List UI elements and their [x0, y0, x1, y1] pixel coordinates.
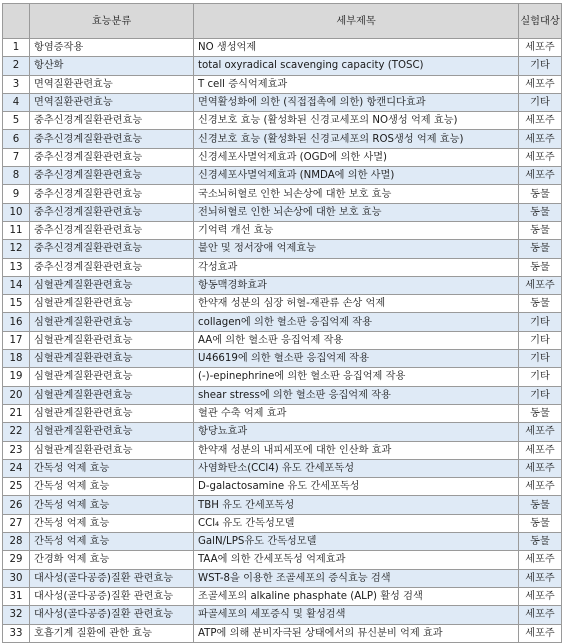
- row-target: 기타: [519, 331, 562, 349]
- row-category: 중추신경계질환관련효능: [30, 221, 194, 239]
- row-category: 간독성 억제 효능: [30, 459, 194, 477]
- table-row: [3, 112, 562, 130]
- row-title: D-galactosamine 유도 간세포독성: [194, 478, 519, 496]
- row-category: 심혈관계질환관련효능: [30, 386, 194, 404]
- table-row: [3, 130, 562, 148]
- row-number: 23: [3, 441, 30, 459]
- row-title: 파골세포의 세포증식 및 활성검색: [194, 606, 519, 624]
- table-row: [3, 276, 562, 294]
- row-title: 면역활성화에 의한 (직접접촉에 의한) 항캔디다효과: [194, 93, 519, 111]
- row-number: 6: [3, 130, 30, 148]
- row-category: 심혈관계질환관련효능: [30, 350, 194, 368]
- header-row: [3, 4, 562, 39]
- row-target: 세포주: [519, 624, 562, 642]
- row-number: 3: [3, 75, 30, 93]
- row-title: (-)-epinephrine에 의한 혈소판 응집억제 작용: [194, 368, 519, 386]
- table-row: [3, 368, 562, 386]
- table-row: [3, 441, 562, 459]
- row-title: 신경세포사멸억제효과 (OGD에 의한 사멸): [194, 148, 519, 166]
- table-row: [3, 167, 562, 185]
- header-target: 실험대상: [519, 4, 562, 39]
- row-target: 동물: [519, 404, 562, 422]
- row-target: 동물: [519, 258, 562, 276]
- row-title: 혈관 수축 억제 효과: [194, 404, 519, 422]
- row-number: 14: [3, 276, 30, 294]
- row-title: 신경보호 효능 (활성화된 신경교세포의 NO생성 억제 효능): [194, 112, 519, 130]
- row-title: 사염화탄소(CCl4) 유도 간세포독성: [194, 459, 519, 477]
- row-number: 10: [3, 203, 30, 221]
- table-row: [3, 203, 562, 221]
- row-category: 중추신경계질환관련효능: [30, 130, 194, 148]
- row-number: 24: [3, 459, 30, 477]
- row-number: 9: [3, 185, 30, 203]
- row-category: 중추신경계질환관련효능: [30, 185, 194, 203]
- row-number: 22: [3, 423, 30, 441]
- row-title: shear stress에 의한 혈소판 응집억제 작용: [194, 386, 519, 404]
- row-title: 각성효과: [194, 258, 519, 276]
- table-row: [3, 313, 562, 331]
- row-target: 동물: [519, 514, 562, 532]
- row-target: 기타: [519, 93, 562, 111]
- table-row: [3, 39, 562, 57]
- row-number: 29: [3, 551, 30, 569]
- row-number: 30: [3, 569, 30, 587]
- row-title: NO 생성억제: [194, 39, 519, 57]
- row-number: 28: [3, 533, 30, 551]
- row-category: 간독성 억제 효능: [30, 514, 194, 532]
- header-title: 세부제목: [194, 4, 519, 39]
- row-target: 세포주: [519, 569, 562, 587]
- row-category: 심혈관계질환관련효능: [30, 368, 194, 386]
- row-target: 세포주: [519, 75, 562, 93]
- row-title: 전뇌허혈로 인한 뇌손상에 대한 보호 효능: [194, 203, 519, 221]
- row-number: 16: [3, 313, 30, 331]
- row-category: 중추신경계질환관련효능: [30, 112, 194, 130]
- table-row: [3, 624, 562, 642]
- table-row: [3, 533, 562, 551]
- row-title: CCl₄ 유도 간독성모델: [194, 514, 519, 532]
- table-row: [3, 514, 562, 532]
- row-number: 32: [3, 606, 30, 624]
- row-title: ATP에 의해 분비자극된 상태에서의 뮤신분비 억제 효과: [194, 624, 519, 642]
- row-number: 25: [3, 478, 30, 496]
- row-target: 동물: [519, 221, 562, 239]
- row-title: 한약재 성분의 내피세포에 대한 인산화 효과: [194, 441, 519, 459]
- table-row: [3, 240, 562, 258]
- table-row: [3, 386, 562, 404]
- row-target: 세포주: [519, 459, 562, 477]
- row-number: 4: [3, 93, 30, 111]
- header-num: [3, 4, 30, 39]
- row-title: 신경보호 효능 (활성화된 신경교세포의 ROS생성 억제 효능): [194, 130, 519, 148]
- row-title: 신경세포사멸억제효과 (NMDA에 의한 사멸): [194, 167, 519, 185]
- row-number: 18: [3, 350, 30, 368]
- table-row: [3, 295, 562, 313]
- row-category: 간독성 억제 효능: [30, 496, 194, 514]
- row-category: 중추신경계질환관련효능: [30, 167, 194, 185]
- row-category: 면역질환관련효능: [30, 75, 194, 93]
- table-row: [3, 258, 562, 276]
- row-target: 기타: [519, 386, 562, 404]
- row-number: 17: [3, 331, 30, 349]
- row-target: 세포주: [519, 130, 562, 148]
- row-target: 세포주: [519, 551, 562, 569]
- row-number: 19: [3, 368, 30, 386]
- row-title: 한약재 성분의 심장 허혈-재관류 손상 억제: [194, 295, 519, 313]
- row-category: 중추신경계질환관련효능: [30, 203, 194, 221]
- row-category: 심혈관계질환관련효능: [30, 423, 194, 441]
- table-row: [3, 459, 562, 477]
- row-category: 호흡기계 질환에 관한 효능: [30, 624, 194, 642]
- row-target: 기타: [519, 57, 562, 75]
- row-target: 동물: [519, 533, 562, 551]
- table-row: [3, 57, 562, 75]
- table-row: [3, 148, 562, 166]
- row-target: 기타: [519, 313, 562, 331]
- row-target: 동물: [519, 203, 562, 221]
- table-row: [3, 350, 562, 368]
- row-number: 31: [3, 587, 30, 605]
- header-category: 효능분류: [30, 4, 194, 39]
- table-row: [3, 331, 562, 349]
- row-title: TBH 유도 간세포독성: [194, 496, 519, 514]
- row-title: WST-8을 이용한 조골세포의 증식효능 검색: [194, 569, 519, 587]
- table-row: [3, 185, 562, 203]
- row-number: 27: [3, 514, 30, 532]
- row-title: TAA에 의한 간세포독성 억제효과: [194, 551, 519, 569]
- table-row: [3, 478, 562, 496]
- row-target: 세포주: [519, 606, 562, 624]
- row-target: 동물: [519, 240, 562, 258]
- row-category: 간독성 억제 효능: [30, 478, 194, 496]
- row-title: GalN/LPS유도 간독성모델: [194, 533, 519, 551]
- table-row: [3, 221, 562, 239]
- row-title: collagen에 의한 혈소판 응집억제 작용: [194, 313, 519, 331]
- table-row: [3, 423, 562, 441]
- table-row: [3, 496, 562, 514]
- row-target: 세포주: [519, 39, 562, 57]
- row-number: 26: [3, 496, 30, 514]
- row-number: 1: [3, 39, 30, 57]
- row-category: 심혈관계질환관련효능: [30, 404, 194, 422]
- table-row: [3, 75, 562, 93]
- row-title: U46619에 의한 혈소판 응집억제 작용: [194, 350, 519, 368]
- row-number: 20: [3, 386, 30, 404]
- row-category: 대사성(골다공증)질환 관련효능: [30, 587, 194, 605]
- row-category: 심혈관계질환관련효능: [30, 276, 194, 294]
- table-row: [3, 606, 562, 624]
- table-row: [3, 404, 562, 422]
- row-title: total oxyradical scavenging capacity (TOSC): [194, 57, 519, 75]
- row-title: 항당뇨효과: [194, 423, 519, 441]
- row-category: 대사성(골다공증)질환 관련효능: [30, 569, 194, 587]
- row-target: 세포주: [519, 423, 562, 441]
- row-target: 기타: [519, 350, 562, 368]
- row-number: 7: [3, 148, 30, 166]
- row-target: 세포주: [519, 167, 562, 185]
- row-category: 심혈관계질환관련효능: [30, 441, 194, 459]
- row-target: 세포주: [519, 148, 562, 166]
- row-category: 중추신경계질환관련효능: [30, 240, 194, 258]
- row-number: 12: [3, 240, 30, 258]
- row-target: 동물: [519, 185, 562, 203]
- row-target: 동물: [519, 496, 562, 514]
- row-title: 조골세포의 alkaline phasphate (ALP) 활성 검색: [194, 587, 519, 605]
- row-title: T cell 증식억제효과: [194, 75, 519, 93]
- row-title: 항동맥경화효과: [194, 276, 519, 294]
- efficacy-table: [2, 3, 562, 643]
- table-row: [3, 551, 562, 569]
- row-category: 면역질환관련효능: [30, 93, 194, 111]
- row-number: 5: [3, 112, 30, 130]
- row-number: 21: [3, 404, 30, 422]
- row-title: 기억력 개선 효능: [194, 221, 519, 239]
- row-category: 간경화 억제 효능: [30, 551, 194, 569]
- row-target: 세포주: [519, 478, 562, 496]
- row-category: 대사성(골다공증)질환 관련효능: [30, 606, 194, 624]
- row-number: 2: [3, 57, 30, 75]
- row-number: 15: [3, 295, 30, 313]
- row-title: 국소뇌허혈로 인한 뇌손상에 대한 보호 효능: [194, 185, 519, 203]
- row-target: 세포주: [519, 587, 562, 605]
- row-target: 기타: [519, 368, 562, 386]
- table-row: [3, 587, 562, 605]
- row-category: 심혈관계질환관련효능: [30, 331, 194, 349]
- row-category: 심혈관계질환관련효능: [30, 313, 194, 331]
- row-category: 중추신경계질환관련효능: [30, 258, 194, 276]
- row-category: 심혈관계질환관련효능: [30, 295, 194, 313]
- row-number: 11: [3, 221, 30, 239]
- row-number: 33: [3, 624, 30, 642]
- row-category: 간독성 억제 효능: [30, 533, 194, 551]
- row-target: 세포주: [519, 112, 562, 130]
- row-category: 항산화: [30, 57, 194, 75]
- row-title: 불안 및 정서장애 억제효능: [194, 240, 519, 258]
- row-target: 동물: [519, 295, 562, 313]
- table-row: [3, 93, 562, 111]
- row-title: AA에 의한 혈소판 응집억제 작용: [194, 331, 519, 349]
- row-number: 8: [3, 167, 30, 185]
- row-target: 세포주: [519, 276, 562, 294]
- row-target: 세포주: [519, 441, 562, 459]
- row-number: 13: [3, 258, 30, 276]
- table-row: [3, 569, 562, 587]
- row-category: 항염증작용: [30, 39, 194, 57]
- row-category: 중추신경계질환관련효능: [30, 148, 194, 166]
